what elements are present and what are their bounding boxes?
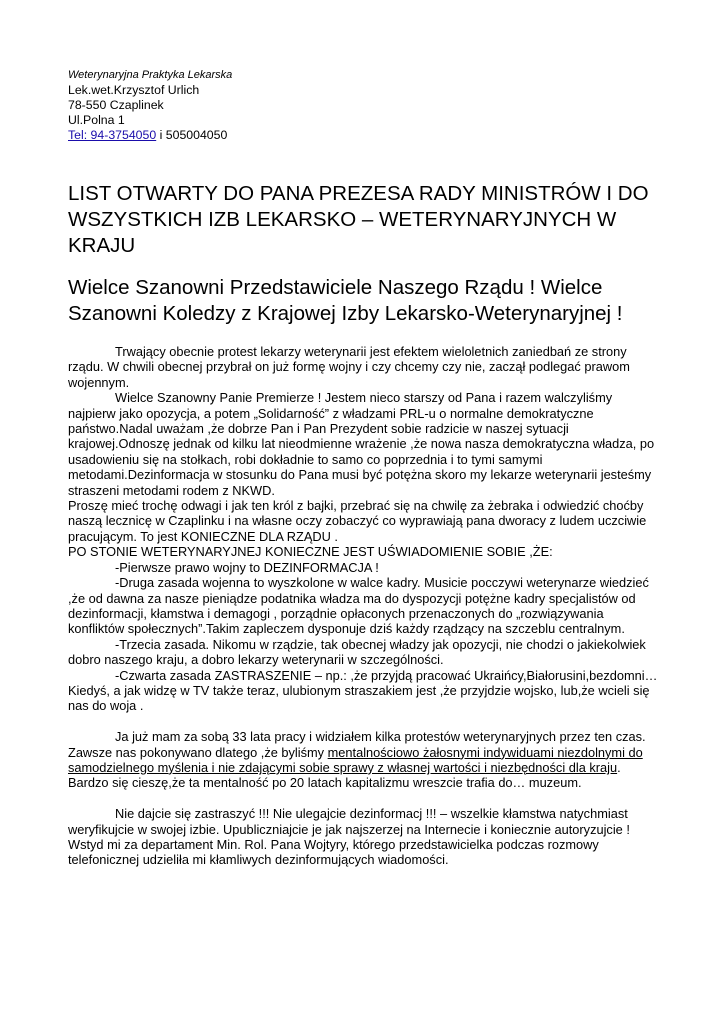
- paragraph-text: . Bardzo się cieszę,że ta mentalność po 20 latach kapitalizmu wreszcie trafia do… muzeum.: [68, 759, 621, 791]
- paragraph: PO STONIE WETERYNARYJNEJ KONIECZNE JEST UŚWIADOMIENIE SOBIE ,ŻE:: [68, 544, 553, 560]
- phone-line: [68, 128, 660, 143]
- paragraph: Trwający obecnie protest lekarzy weterynarii jest efektem wieloletnich zaniedbań ze strony rządu. W chwili obecnej przybrał on już formę wojny i czy chcemy czy nie, zaczął podlegać prawom wojennym.: [68, 344, 630, 390]
- paragraph: Wielce Szanowny Panie Premierze ! Jestem nieco starszy od Pana i razem walczyliśmy najpierw jako opozycja, a potem „Solidarność” z władzami PRL-u o normalne demokratyczne państwo.Nadal uważam ,że dobrze Pan i Pan Prezydent sobie radzicie w naszej sytuacji krajowej.Odnoszę jednak od kilku lat nieodmienne wrażenie ,że nowa nasza demokratyczna władza, po usadowieniu się na stołkach, robi dokładnie to samo co poprzednia i to tymi samymi metodami.Dezinformacja w stosunku do Pana musi być potężna skoro my lekarze weterynarii jesteśmy straszeni metodami rodem z NKWD.: [68, 390, 655, 498]
- letter-page: [68, 68, 660, 868]
- letter-header: [68, 68, 660, 143]
- street-address: Ul.Polna 1: [68, 113, 125, 127]
- practice-name: Weterynaryjna Praktyka Lekarska: [68, 69, 233, 81]
- postal-city: 78-550 Czaplinek: [68, 98, 164, 112]
- letter-greeting: Wielce Szanowni Przedstawiciele Naszego Rządu ! Wielce Szanowni Koledzy z Krajowej Izby Lekarsko-Weterynaryjnej !: [68, 276, 623, 325]
- list-item: -Pierwsze prawo wojny to DEZINFORMACJA !: [115, 559, 379, 575]
- letter-body: [68, 344, 660, 868]
- list-item: -Druga zasada wojenna to wyszkolone w walce kadry. Musicie pocczywi weterynarze wiedzieć ,że od dawna za nasze pieniądze podatnika władza ma do dyspozycji potężne kadry specjalistów od dezinformacji, kłamstwa i demagogi , porządnie opłaconych przenaczonych do „rozwiązywania konfliktów społecznych”.Takim zapleczem dysponuje dziś każdy rządzący na szczeblu centralnym.: [68, 575, 649, 637]
- phone-link[interactable]: Tel: 94-3754050: [68, 128, 157, 142]
- letter-title: LIST OTWARTY DO PANA PREZESA RADY MINISTRÓW I DO WSZYSTKICH IZB LEKARSKO – WETERYNARYJNYCH W KRAJU: [68, 182, 649, 257]
- list-item: -Czwarta zasada ZASTRASZENIE – np.: ,że przyjdą pracować Ukraińcy,Białorusini,bezdomni… Kiedyś, a jak widzę w TV także teraz, ulubionym straszakiem jest ,że przyjdzie wojsko, lub,że wcieli się nas do woja .: [68, 667, 658, 714]
- paragraph-text: Ja już mam za sobą 33 lata pracy i widziałem kilka protestów weterynaryjnych przez ten czas. Zawsze nas pokonywano dlatego ,że byliśmy: [68, 729, 646, 760]
- list-item: -Trzecia zasada. Nikomu w rządzie, tak obecnej władzy jak opozycji, nie chodzi o jakiekolwiek dobro naszego kraju, a dobro lekarzy weterynarii w szczególności.: [68, 636, 646, 668]
- paragraph: Proszę mieć trochę odwagi i jak ten król z bajki, przebrać się na chwilę za żebraka i odwiedzić choćby naszą lecznicę w Czaplinku i na własne oczy zobaczyć co wyprawiają pana dworacy z ludem uczciwie pracującym. To jest KONIECZNE DLA RZĄDU .: [68, 498, 647, 544]
- author-name: Lek.wet.Krzysztof Urlich: [68, 83, 200, 97]
- paragraph: Nie dajcie się zastraszyć !!! Nie ulegajcie dezinformacj !!! – wszelkie kłamstwa natychmiast weryfikujcie w swojej izbie. Upubliczniajcie je jak najszerzej na Internecie i koniecznie autoryzujcie !: [68, 806, 630, 837]
- paragraph: Wstyd mi za departament Min. Rol. Pana Wojtyry, którego przedstawicielka podczas rozmowy telefonicznej udzieliła mi kłamliwych dezinformujących wiadomości.: [68, 836, 599, 868]
- underlined-text: mentalnościowo żałosnymi indywiduami niezdolnymi do samodzielnego myślenia i nie zdającymi sobie sprawy z własnej wartości i niezbędności dla kraju: [68, 744, 643, 775]
- paragraph: [68, 729, 660, 791]
- phone-secondary: i 505004050: [156, 128, 228, 142]
